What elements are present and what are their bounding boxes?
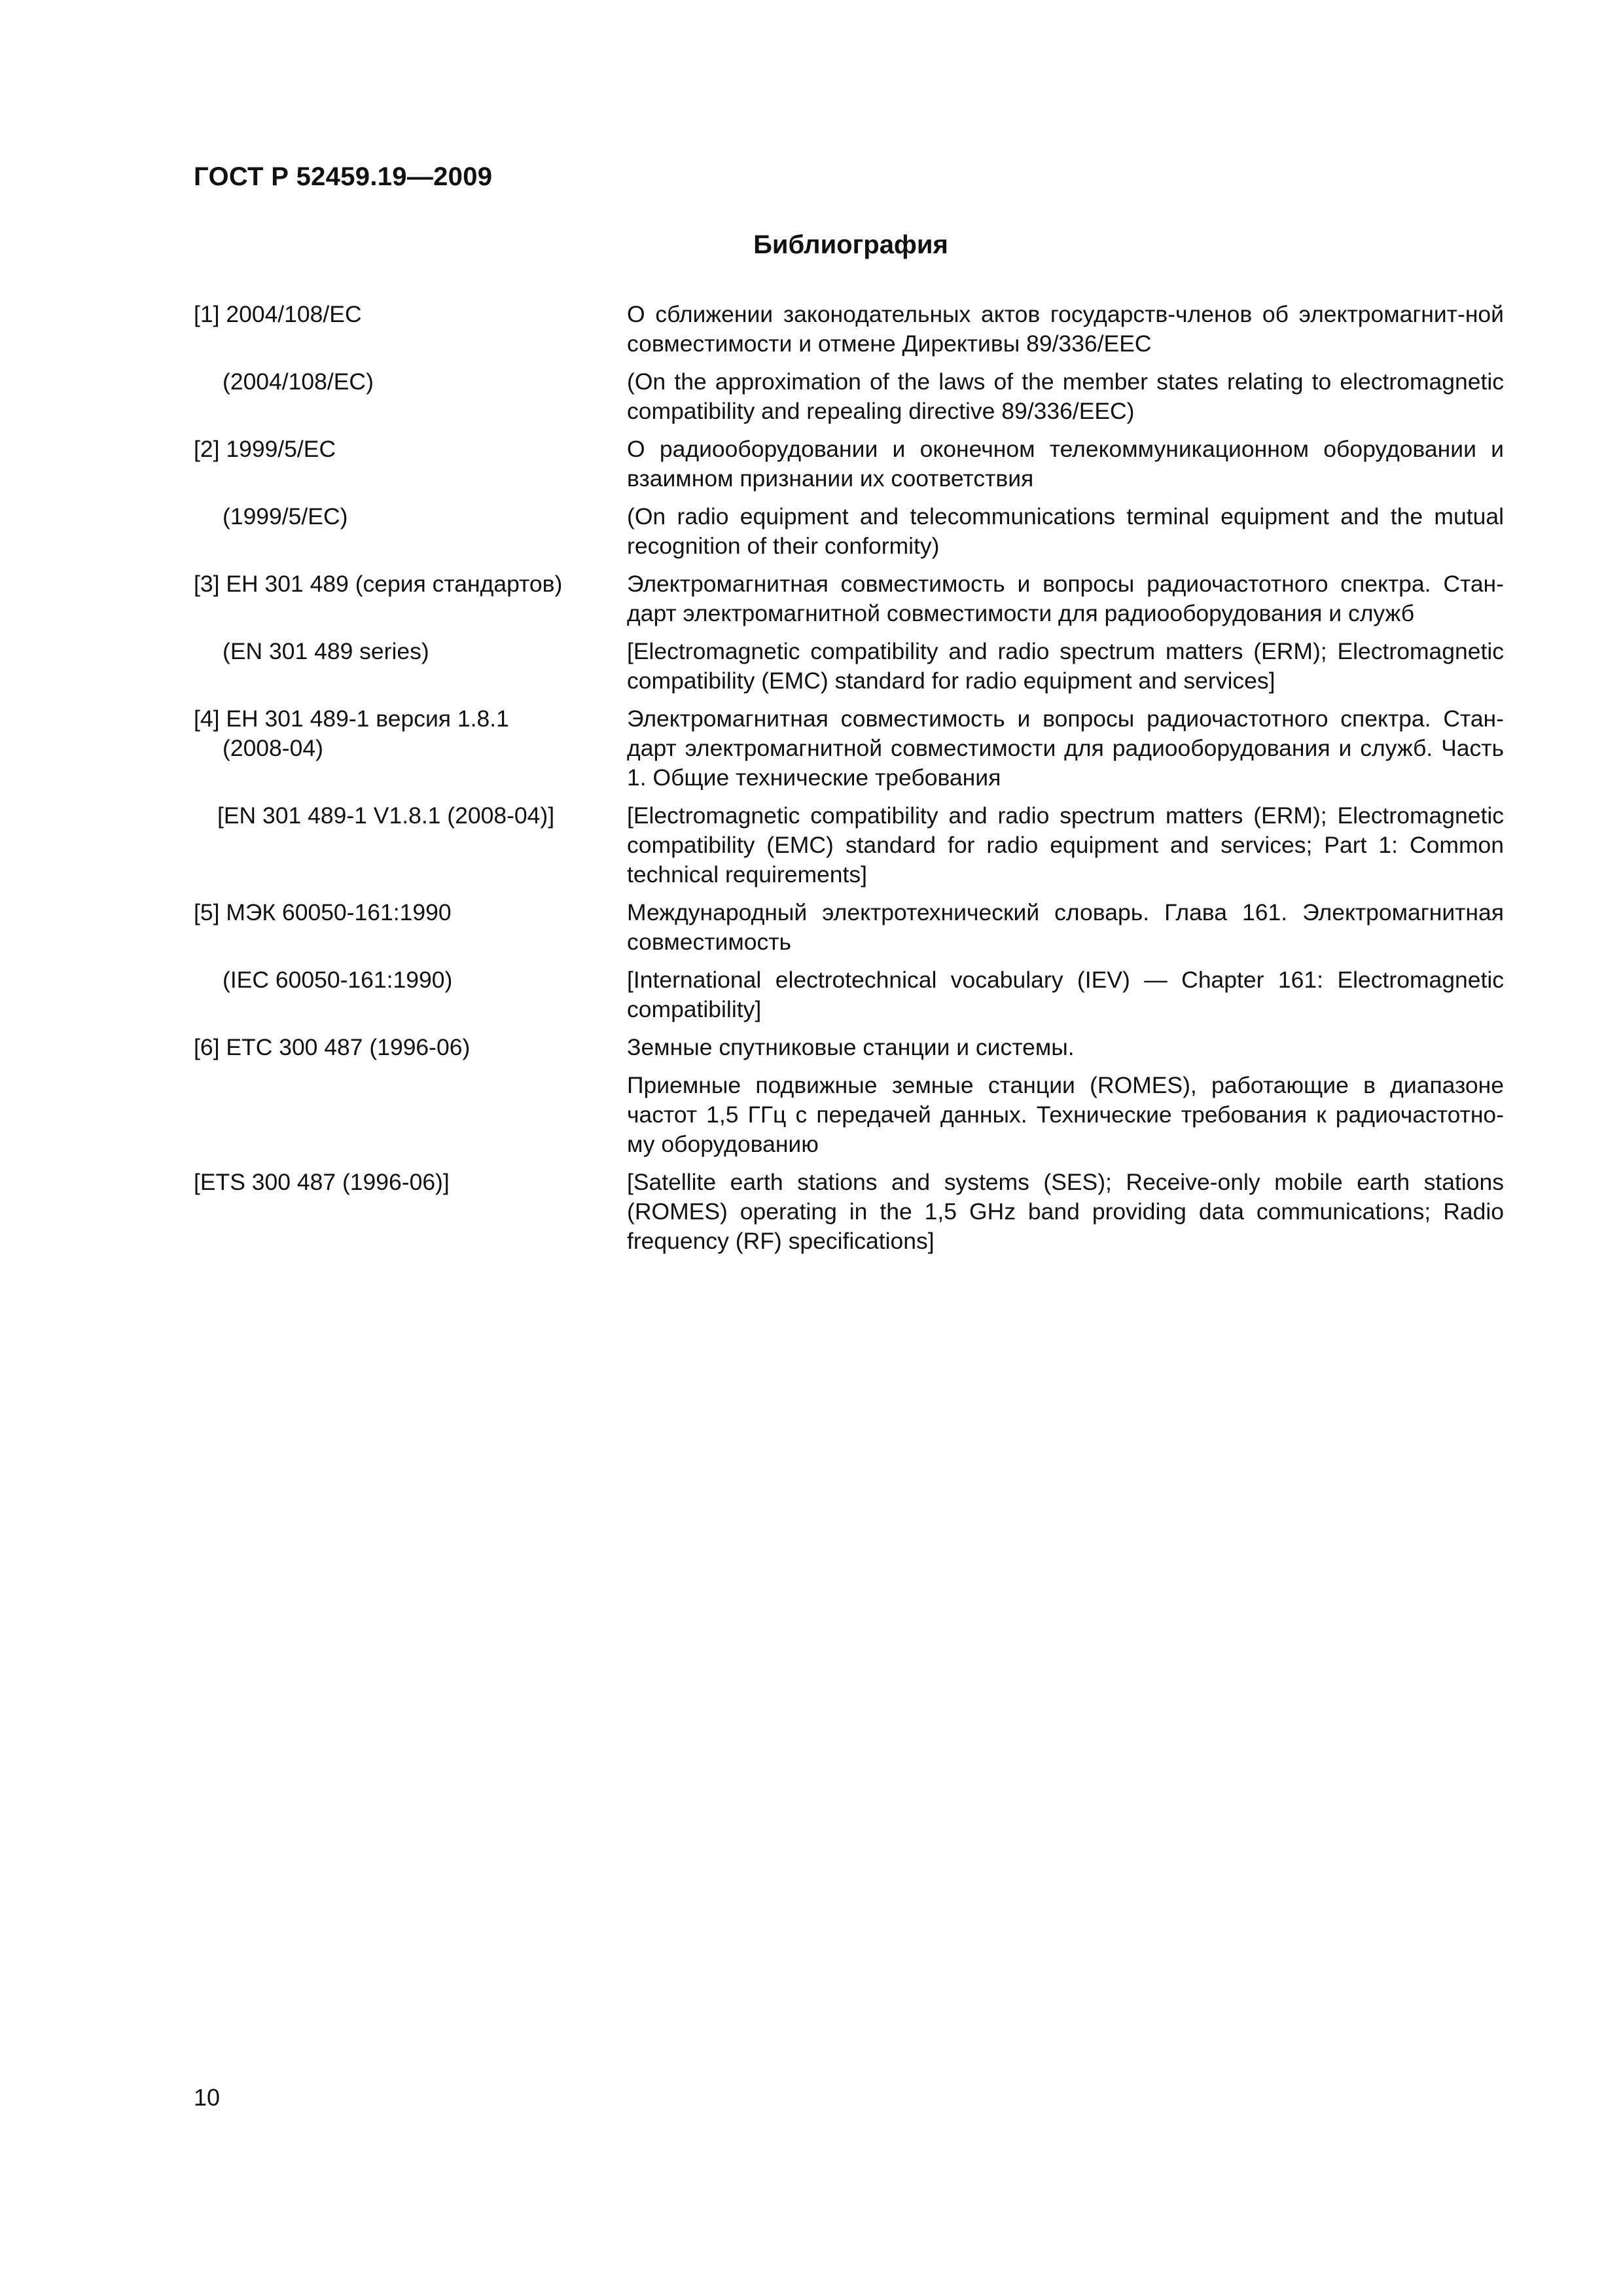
bibliography-entry bbox=[194, 569, 1504, 628]
bibliography-entry bbox=[194, 300, 1504, 359]
bibliography-entry bbox=[194, 637, 1504, 696]
bibliography-entry bbox=[194, 1033, 1504, 1062]
entry-description: Электромагнитная совместимость и вопросы радиочастотного спектра. Стан-дарт электромагнитной совместимости для радиооборудования и служб bbox=[627, 571, 1504, 626]
bibliography-list bbox=[194, 300, 1504, 1256]
page-number: 10 bbox=[194, 2084, 221, 2111]
entry-reference: [ETS 300 487 (1996-06)] bbox=[194, 1169, 450, 1195]
bibliography-entry bbox=[194, 435, 1504, 493]
entry-description: (On radio equipment and telecommunications terminal equipment and the mutual recognition of their conformity) bbox=[627, 503, 1504, 559]
entry-reference: [6] ETC 300 487 (1996-06) bbox=[194, 1034, 471, 1060]
entry-description: [Electromagnetic compatibility and radio spectrum matters (ERM); Electromagnetic compatibility (EMC) standard for radio equipment and services] bbox=[627, 638, 1504, 694]
bibliography-entry bbox=[194, 704, 1504, 793]
entry-reference bbox=[194, 704, 626, 763]
entry-description: О сближении законодательных актов государств-членов об электромагнит-ной совместимости и отмене Директивы 89/336/EEC bbox=[627, 301, 1504, 357]
entry-description: О радиооборудовании и оконечном телекоммуникационном оборудовании и взаимном признании их соответствия bbox=[627, 436, 1504, 492]
entry-reference: [3] ЕН 301 489 (серия стандартов) bbox=[194, 571, 563, 597]
entry-description: Земные спутниковые станции и системы. bbox=[627, 1034, 1075, 1060]
entry-description: (On the approximation of the laws of the member states relating to electromagnetic compatibility and repealing directive 89/336/EEC) bbox=[627, 368, 1504, 424]
entry-reference: [5] МЭК 60050-161:1990 bbox=[194, 899, 452, 925]
bibliography-entry bbox=[194, 1168, 1504, 1256]
entry-description: Приемные подвижные земные станции (ROMES), работающие в диапазоне частот 1,5 ГГц с передачей данных. Технические требования к радиочастотно-му оборудованию bbox=[627, 1072, 1504, 1157]
entry-reference-line: [4] ЕН 301 489-1 версия 1.8.1 bbox=[194, 706, 509, 732]
bibliography-entry bbox=[194, 367, 1504, 426]
bibliography-title: Библиография bbox=[753, 230, 948, 259]
entry-reference: [2] 1999/5/EC bbox=[194, 436, 336, 462]
entry-reference-line: (2008-04) bbox=[223, 735, 323, 761]
entry-reference: (EN 301 489 series) bbox=[223, 638, 429, 664]
entry-description: [Satellite earth stations and systems (SES); Receive-only mobile earth stations (ROMES) operating in the 1,5 GHz band providing data communications; Radio frequency (RF) specifications] bbox=[627, 1169, 1504, 1254]
entry-description: Международный электротехнический словарь. Глава 161. Электромагнитная совместимость bbox=[627, 899, 1504, 955]
entry-description: [Electromagnetic compatibility and radio spectrum matters (ERM); Electromagnetic compatibility (EMC) standard for radio equipment and services; Part 1: Common technical requirements] bbox=[627, 802, 1504, 888]
bibliography-entry bbox=[194, 898, 1504, 957]
entry-description: Электромагнитная совместимость и вопросы радиочастотного спектра. Стан-дарт электромагнитной совместимости для радиооборудования и служб. Часть 1. Общие технические требования bbox=[627, 706, 1504, 791]
entry-reference: (1999/5/EC) bbox=[223, 503, 348, 529]
entry-reference: [1] 2004/108/EC bbox=[194, 301, 362, 327]
entry-reference: [EN 301 489-1 V1.8.1 (2008-04)] bbox=[217, 802, 555, 829]
bibliography-entry bbox=[194, 1071, 1504, 1159]
bibliography-entry bbox=[194, 801, 1504, 889]
entry-reference: (IEC 60050-161:1990) bbox=[223, 967, 453, 993]
entry-description: [International electrotechnical vocabulary (IEV) — Chapter 161: Electromagnetic compatibility] bbox=[627, 967, 1504, 1022]
bibliography-entry bbox=[194, 965, 1504, 1024]
standard-header: ГОСТ Р 52459.19—2009 bbox=[194, 162, 493, 191]
bibliography-entry bbox=[194, 502, 1504, 561]
entry-reference: (2004/108/EC) bbox=[223, 368, 374, 395]
